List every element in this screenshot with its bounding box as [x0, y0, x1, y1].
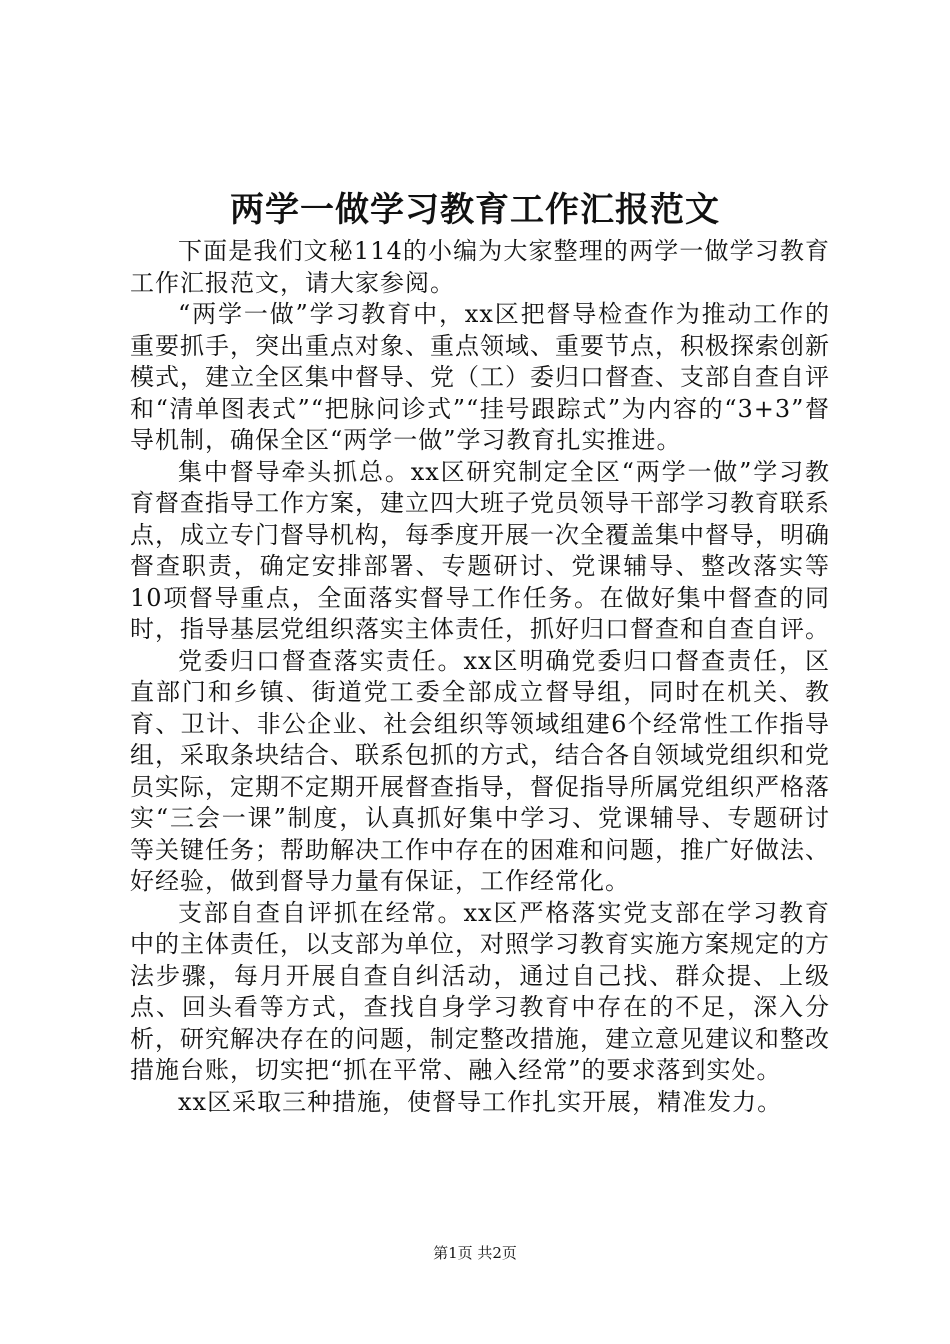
paragraph-overview: “两学一做”学习教育中，xx区把督导检查作为推动工作的重要抓手，突出重点对象、重点领域、重要节点，积极探索创新模式，建立全区集中督导、党（工）委归口督查、支部自查自评和“清单图表式”“把脉问诊式”“挂号跟踪式”为内容的“3+3”督导机制，确保全区“两学一做”学习教育扎实推进。 — [130, 300, 830, 454]
paragraph-party-committee: 党委归口督查落实责任。xx区明确党委归口督查责任，区直部门和乡镇、街道党工委全部成立督导组，同时在机关、教育、卫计、非公企业、社会组织等领域组建6个经常性工作指导组，采取条块结合、联系包抓的方式，结合各自领域党组织和党员实际，定期不定期开展督查指导，督促指导所属党组织严格落实“三会一课”制度，认真抓好集中学习、党课辅导、专题研讨等关键任务；帮助解决工作中存在的困难和问题，推广好做法、好经验，做到督导力量有保证，工作经常化。 — [130, 646, 830, 895]
document-body — [130, 236, 830, 1118]
paragraph-measures: xx区采取三种措施，使督导工作扎实开展，精准发力。 — [178, 1087, 783, 1116]
paragraph-intro: 下面是我们文秘114的小编为大家整理的两学一做学习教育工作汇报范文，请大家参阅。 — [130, 237, 830, 297]
paragraph-central-supervision: 集中督导牵头抓总。xx区研究制定全区“两学一做”学习教育督查指导工作方案，建立四大班子党员领导干部学习教育联系点，成立专门督导机构，每季度开展一次全覆盖集中督导，明确督查职责，确定安排部署、专题研讨、党课辅导、整改落实等10项督导重点，全面落实督导工作任务。在做好集中督查的同时，指导基层党组织落实主体责任，抓好归口督查和自查自评。 — [130, 457, 830, 643]
paragraph-branch-self-check: 支部自查自评抓在经常。xx区严格落实党支部在学习教育中的主体责任，以支部为单位，对照学习教育实施方案规定的方法步骤，每月开展自查自纠活动，通过自己找、群众提、上级点、回头看等方式，查找自身学习教育中存在的不足，深入分析，研究解决存在的问题，制定整改措施，建立意见建议和整改措施台账，切实把“抓在平常、融入经常”的要求落到实处。 — [130, 898, 830, 1084]
page-number-footer: 第1页 共2页 — [433, 1244, 517, 1262]
document-title: 两学一做学习教育工作汇报范文 — [230, 190, 720, 230]
